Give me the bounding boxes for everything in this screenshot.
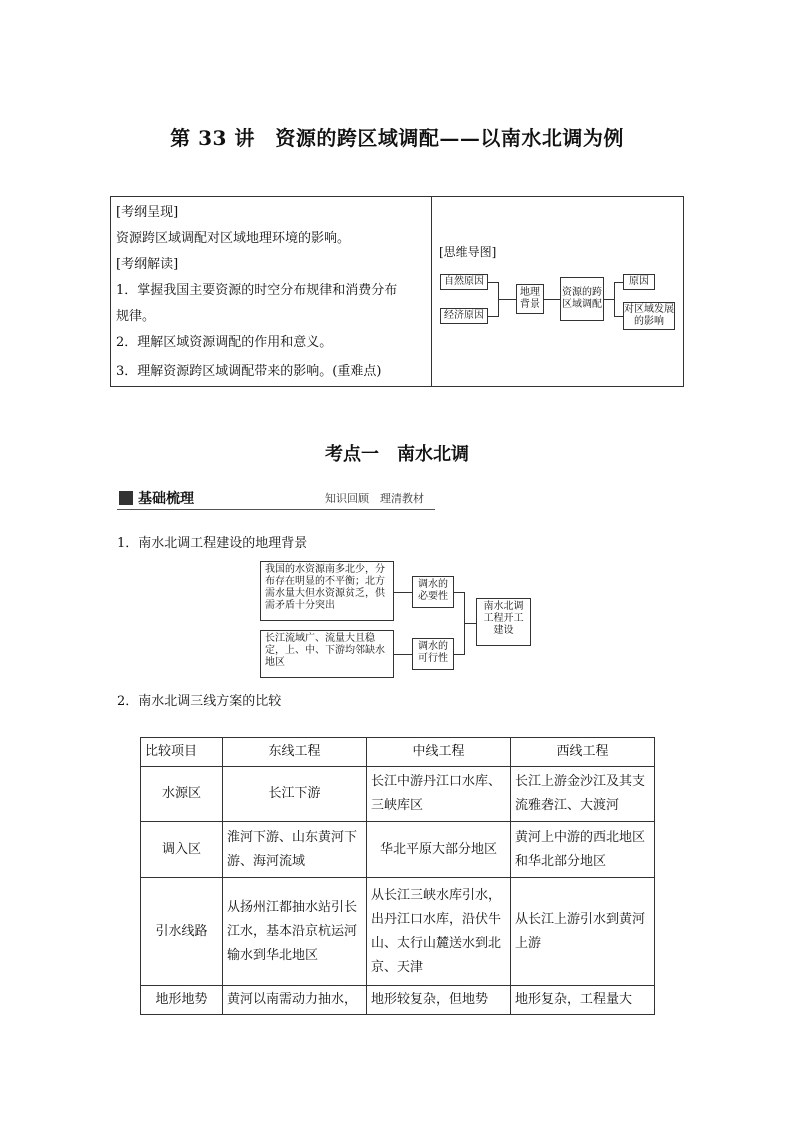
connector	[614, 282, 623, 283]
connector	[544, 299, 560, 300]
flow-box-necessity: 调水的必要性	[412, 576, 454, 608]
table-row	[141, 767, 655, 822]
table-header: 比较项目	[141, 738, 223, 767]
flow-box-feasibility: 调水的可行性	[412, 638, 454, 670]
table-cell: 引水线路	[141, 878, 223, 986]
table-cell: 黄河以南需动力抽水，	[223, 986, 367, 1015]
connector	[454, 592, 464, 593]
table-row	[141, 986, 655, 1015]
table-cell: 从扬州江都抽水站引长江水，基本沿京杭运河输水到华北地区	[223, 878, 367, 986]
connector	[454, 654, 464, 655]
comparison-table	[140, 737, 655, 1015]
mindmap-impact: 对区域发展的影响	[623, 302, 675, 330]
jichu-header	[117, 488, 435, 512]
connector	[604, 299, 614, 300]
table-cell: 水源区	[141, 767, 223, 822]
syllabus-line: 2．理解区域资源调配的作用和意义。	[116, 335, 333, 350]
jichu-subtitle: 知识回顾 理清教材	[325, 492, 424, 505]
syllabus-line: 资源跨区域调配对区域地理环境的影响。	[116, 231, 351, 246]
table-cell: 地形地势	[141, 986, 223, 1015]
table-row	[141, 822, 655, 878]
connector	[394, 592, 412, 593]
syllabus-line: 1．掌握我国主要资源的时空分布规律和消费分布	[116, 283, 398, 298]
table-cell: 从长江三峡水库引水，出丹江口水库，沿伏牛山、太行山麓送水到北京、天津	[367, 878, 511, 986]
mindmap-economic: 经济原因	[440, 308, 488, 324]
heading-comparison: 2．南水北调三线方案的比较	[117, 694, 282, 709]
table-cell: 淮河下游、山东黄河下游、海河流域	[223, 822, 367, 878]
table-cell: 华北平原大部分地区	[367, 822, 511, 878]
page-title: 第 33 讲 资源的跨区域调配——以南水北调为例	[170, 126, 624, 150]
mindmap-center: 资源的跨区域调配	[560, 277, 604, 321]
connector	[614, 282, 615, 317]
jichu-label: 基础梳理	[138, 491, 194, 507]
mindmap-natural: 自然原因	[440, 274, 488, 290]
syllabus-line: 规律。	[116, 309, 156, 324]
syllabus-line: [考纲呈现]	[116, 205, 179, 220]
mindmap-label: [思维导图]	[439, 245, 497, 259]
table-cell: 从长江上游引水到黄河上游	[511, 878, 655, 986]
flow-box-yangtze: 长江流域广、流量大且稳定，上、中、下游均邻缺水地区	[260, 630, 394, 678]
connector	[464, 623, 476, 624]
table-cell: 长江下游	[223, 767, 367, 822]
mindmap-background: 地理背景	[516, 284, 544, 314]
square-icon	[119, 491, 133, 505]
table-header-row	[141, 738, 655, 767]
table-cell: 长江上游金沙江及其支流雅砻江、大渡河	[511, 767, 655, 822]
connector	[394, 654, 412, 655]
syllabus-line: 3．理解资源跨区域调配带来的影响。(重难点)	[116, 364, 382, 379]
mindmap-reason: 原因	[623, 274, 655, 290]
syllabus-line: [考纲解读]	[116, 257, 179, 272]
heading-background: 1．南水北调工程建设的地理背景	[117, 536, 308, 551]
table-cell: 长江中游丹江口水库、三峡库区	[367, 767, 511, 822]
table-row	[141, 878, 655, 986]
flow-box-water-distribution: 我国的水资源南多北少，分布存在明显的不平衡；北方需水量大但水资源贫乏，供需矛盾十分突出	[260, 561, 394, 621]
divider	[117, 509, 435, 510]
table-cell: 地形较复杂，但地势	[367, 986, 511, 1015]
connector	[488, 316, 498, 317]
section-title: 考点一 南水北调	[325, 444, 469, 465]
table-cell: 调入区	[141, 822, 223, 878]
box-divider	[431, 197, 432, 386]
syllabus-box	[110, 196, 684, 387]
connector	[614, 316, 623, 317]
connector	[488, 282, 498, 283]
table-header: 西线工程	[511, 738, 655, 767]
flow-box-result: 南水北调工程开工建设	[476, 598, 531, 646]
table-cell: 黄河上中游的西北地区和华北部分地区	[511, 822, 655, 878]
connector	[498, 299, 516, 300]
table-header: 东线工程	[223, 738, 367, 767]
table-header: 中线工程	[367, 738, 511, 767]
table-cell: 地形复杂，工程量大	[511, 986, 655, 1015]
